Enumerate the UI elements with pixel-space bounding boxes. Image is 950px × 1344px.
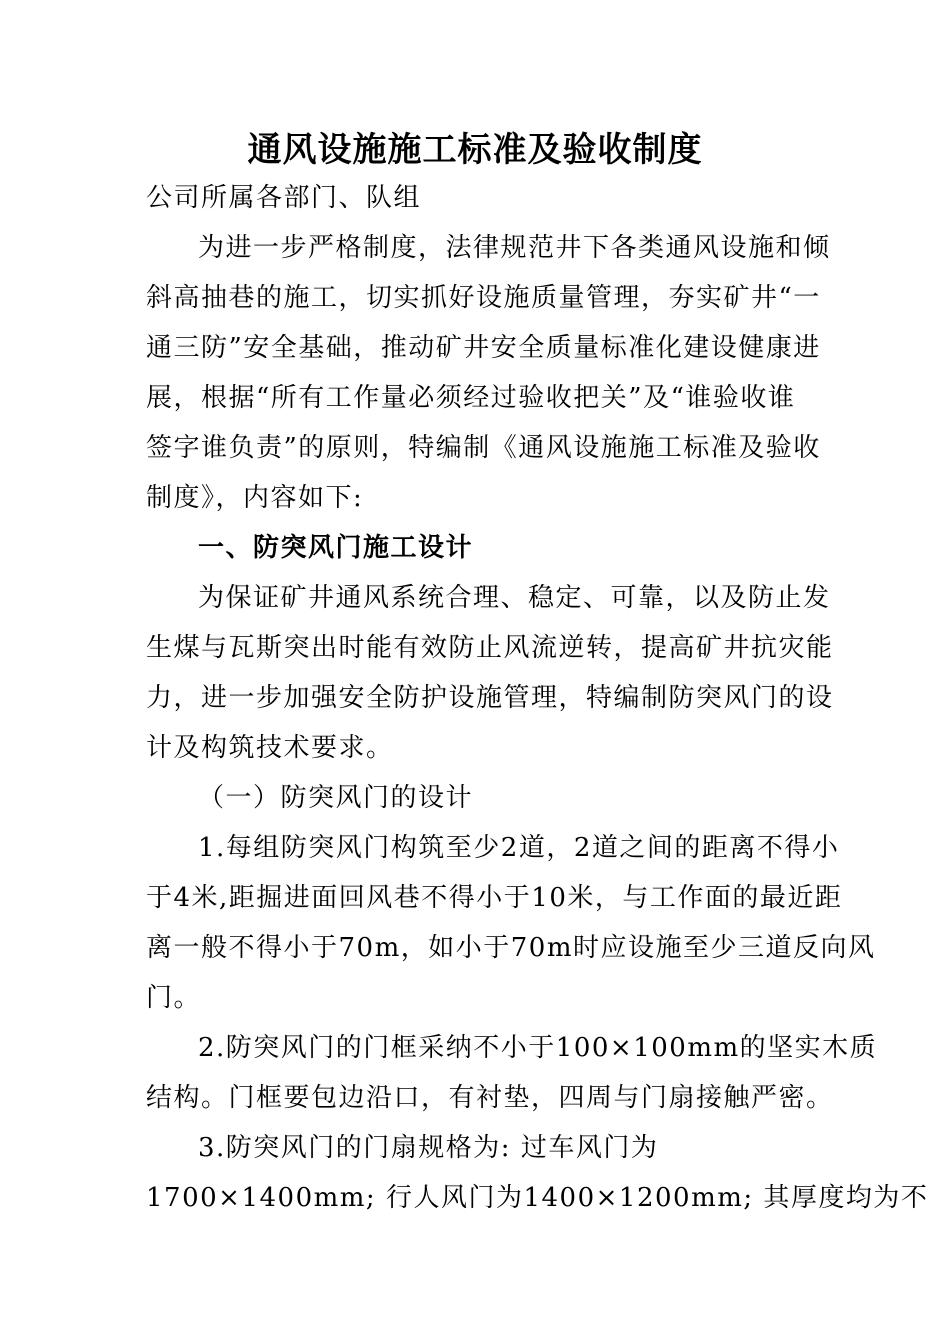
paragraph-line: 为保证矿井通风系统合理、稳定、可靠，以及防止发 (198, 583, 831, 613)
paragraph-line: 离一般不得小于70m，如小于70m时应设施至少三道反向风 (146, 933, 876, 963)
paragraph-line: 计及构筑技术要求。 (146, 733, 394, 763)
paragraph-line: 通三防”安全基础，推动矿井安全质量标准化建设健康进 (146, 333, 821, 363)
paragraph-line: 3.防突风门的门扇规格为: 过车风门为 (198, 1133, 659, 1163)
paragraph-line: 门。 (146, 983, 202, 1013)
document-title: 通风设施施工标准及验收制度 (247, 130, 703, 170)
subsection-heading: （一）防突风门的设计 (198, 783, 474, 813)
paragraph-line: 展，根据“所有工作量必须经过验收把关”及“谁验收谁 (146, 383, 796, 413)
paragraph-line: 签字谁负责”的原则，特编制《通风设施施工标准及验收 (146, 433, 821, 463)
paragraph-line: 生煤与瓦斯突出时能有效防止风流逆转，提高矿井抗灾能 (146, 633, 834, 663)
recipient-line: 公司所属各部门、队组 (146, 183, 422, 213)
paragraph-line: 于4米,距掘进面回风巷不得小于10米，与工作面的最近距 (146, 883, 843, 913)
paragraph-line: 力，进一步加强安全防护设施管理，特编制防突风门的设 (146, 683, 834, 713)
paragraph-line: 结构。门框要包边沿口，有衬垫，四周与门扇接触严密。 (146, 1083, 834, 1113)
paragraph-line: 1.每组防突风门构筑至少2道，2道之间的距离不得小 (198, 833, 840, 863)
paragraph-line: 1700×1400mm; 行人风门为1400×1200mm; 其厚度均为不 (146, 1183, 929, 1213)
paragraph-line: 为进一步严格制度，法律规范井下各类通风设施和倾 (198, 233, 831, 263)
paragraph-line: 制度》，内容如下: (146, 483, 364, 513)
section-heading: 一、防突风门施工设计 (198, 533, 474, 563)
paragraph-line: 2.防突风门的门框采纳不小于100×100mm的坚实木质 (198, 1033, 878, 1063)
paragraph-line: 斜高抽巷的施工，切实抓好设施质量管理，夯实矿井“一 (146, 283, 821, 313)
